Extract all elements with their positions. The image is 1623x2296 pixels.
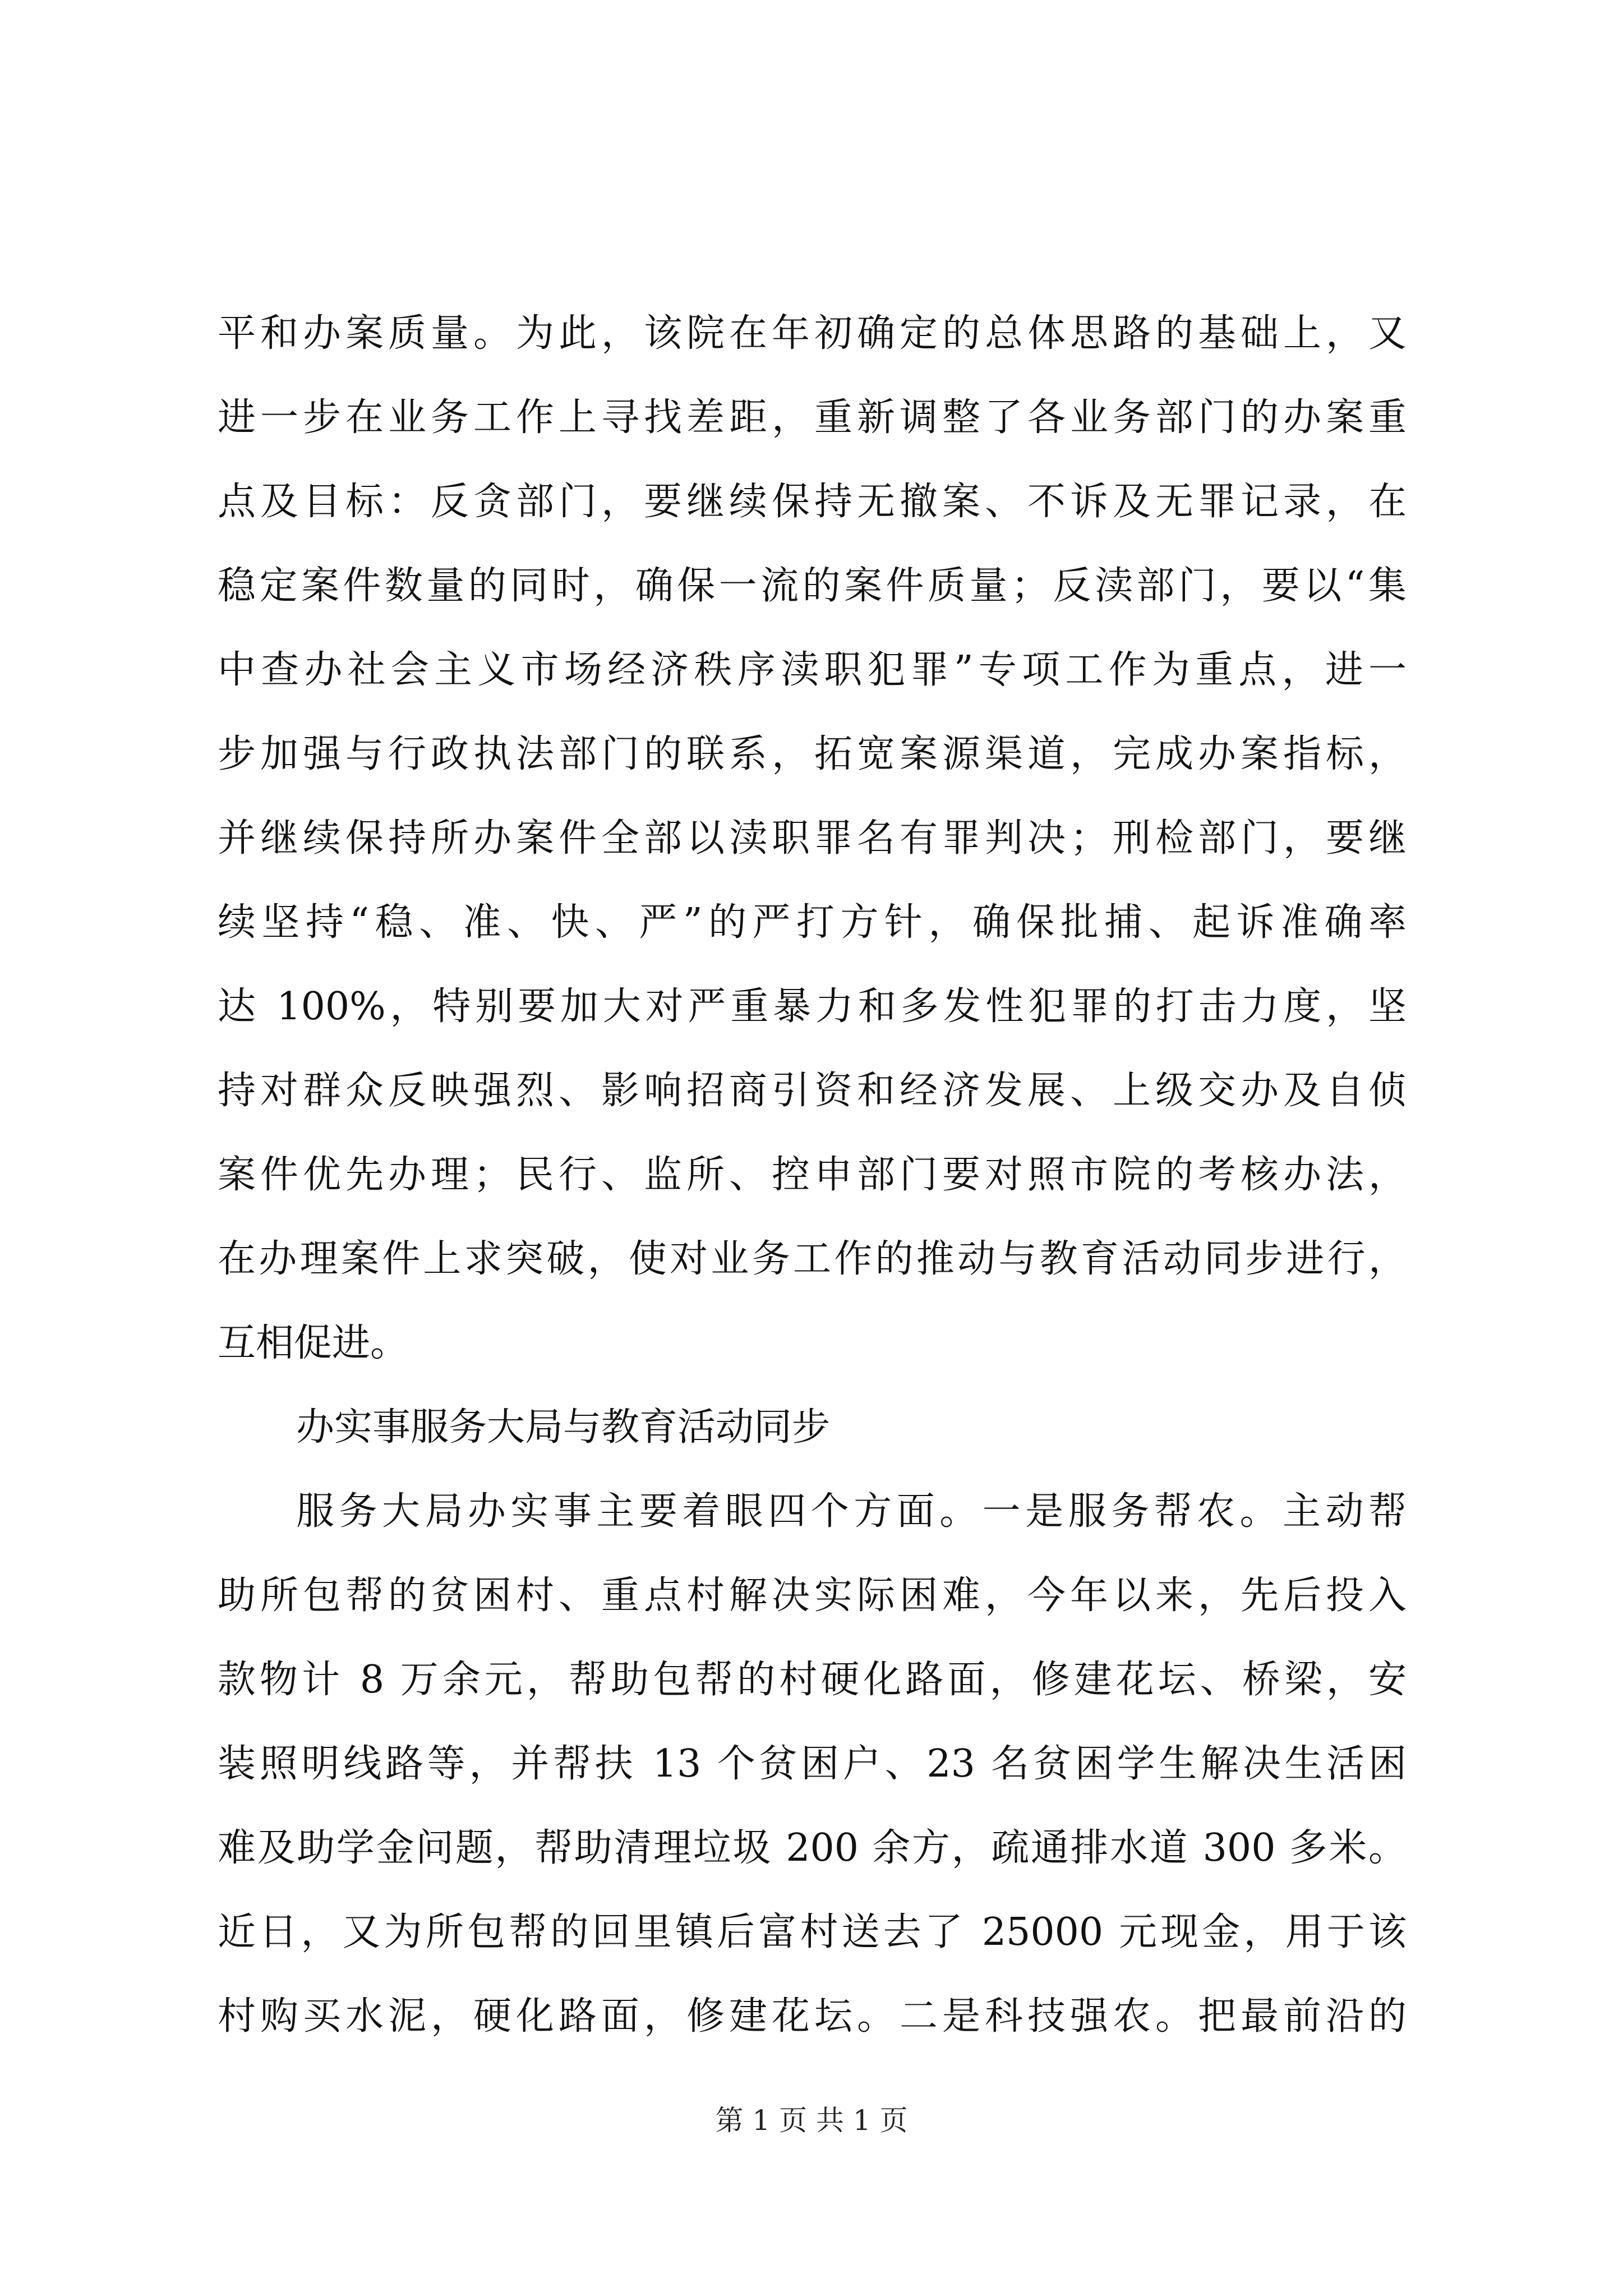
section-heading: 办实事服务大局与教育活动同步 bbox=[296, 1405, 831, 1450]
paragraph-line: 装照明线路等，并帮扶 13 个贫困户、23 名贫困学生解决生活困 bbox=[218, 1742, 1407, 1786]
paragraph-line: 款物计 8 万余元，帮助包帮的村硬化路面，修建花坛、桥梁，安 bbox=[218, 1658, 1407, 1702]
paragraph-line-last: 互相促进。 bbox=[218, 1321, 409, 1365]
paragraph-line: 村购买水泥，硬化路面，修建花坛。二是科技强农。把最前沿的 bbox=[218, 1994, 1407, 2039]
paragraph-line: 助所包帮的贫困村、重点村解决实际困难，今年以来，先后投入 bbox=[218, 1573, 1407, 1618]
paragraph-line: 点及目标：反贪部门，要继续保持无撤案、不诉及无罪记录，在 bbox=[218, 480, 1407, 524]
paragraph-line: 进一步在业务工作上寻找差距，重新调整了各业务部门的办案重 bbox=[218, 395, 1407, 440]
paragraph-line: 难及助学金问题，帮助清理垃圾 200 余方，疏通排水道 300 多米。 bbox=[218, 1826, 1407, 1870]
paragraph-line: 案件优先办理；民行、监所、控申部门要对照市院的考核办法， bbox=[218, 1153, 1407, 1197]
paragraph-line: 达 100%，特别要加大对严重暴力和多发性犯罪的打击力度，坚 bbox=[218, 984, 1407, 1029]
paragraph-line: 并继续保持所办案件全部以渎职罪名有罪判决；刑检部门，要继 bbox=[218, 816, 1407, 861]
paragraph-line: 近日，又为所包帮的回里镇后富村送去了 25000 元现金，用于该 bbox=[218, 1910, 1407, 1954]
paragraph-line: 中查办社会主义市场经济秩序渎职犯罪”专项工作为重点，进一 bbox=[218, 648, 1407, 692]
paragraph-line: 续坚持“稳、准、快、严”的严打方针，确保批捕、起诉准确率 bbox=[218, 900, 1407, 945]
paragraph-line: 稳定案件数量的同时，确保一流的案件质量；反渎部门，要以“集 bbox=[218, 564, 1407, 608]
document-body bbox=[218, 292, 1407, 2059]
paragraph-line: 在办理案件上求突破，使对业务工作的推动与教育活动同步进行， bbox=[218, 1237, 1407, 1281]
paragraph-first-line: 服务大局办实事主要着眼四个方面。一是服务帮农。主动帮 bbox=[296, 1489, 1407, 1534]
paragraph-line: 持对群众反映强烈、影响招商引资和经济发展、上级交办及自侦 bbox=[218, 1069, 1407, 1113]
paragraph-line: 平和办案质量。为此，该院在年初确定的总体思路的基础上，又 bbox=[218, 311, 1407, 356]
page-footer: 第 1 页 共 1 页 bbox=[715, 2104, 908, 2137]
paragraph-line: 步加强与行政执法部门的联系，拓宽案源渠道，完成办案指标， bbox=[218, 732, 1407, 776]
